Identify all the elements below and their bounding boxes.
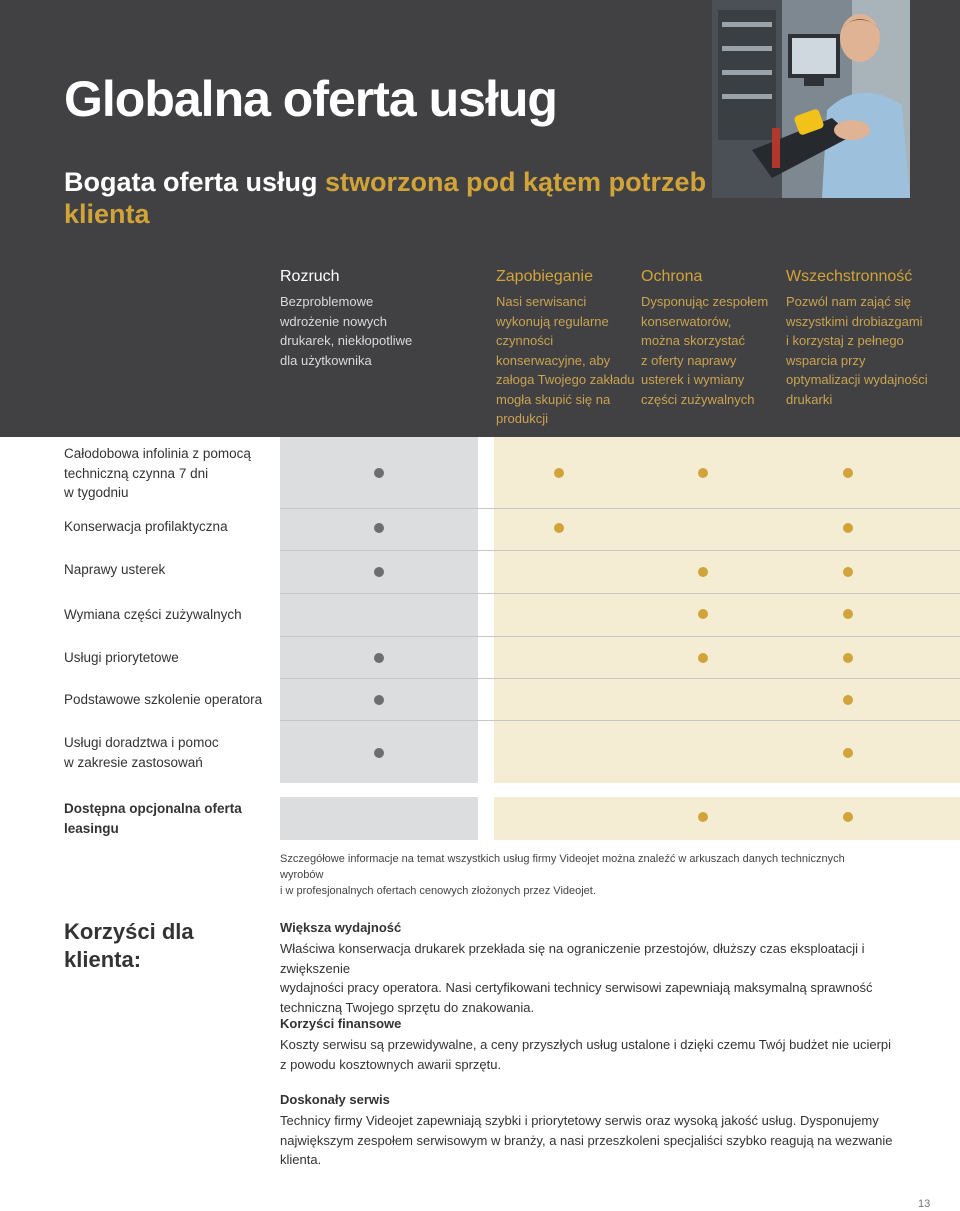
rozruch-band-leasing	[280, 797, 478, 840]
availability-dot	[374, 523, 384, 533]
subtitle-accent: stworzona pod kątem potrzeb klienta	[64, 167, 707, 229]
benefit-item	[280, 919, 910, 1017]
availability-dot	[554, 468, 564, 478]
column-zapobieganie	[496, 268, 636, 429]
availability-dot	[698, 567, 708, 577]
column-heading: Ochrona	[641, 268, 703, 285]
page-title: Globalna oferta usług	[64, 71, 557, 127]
availability-dot	[843, 567, 853, 577]
benefit-text: Technicy firmy Videojet zapewniają szybki i priorytetowy serwis oraz wysoką jakość usług. Dysponujemy największym zespołem serwisowym w branży, a nasi przeszkoleni specjaliści szybko reagują na wezwanie klienta.	[280, 1113, 893, 1167]
subtitle-plain: Bogata oferta usług	[64, 167, 326, 197]
column-description: Dysponując zespołem konserwatorów, można skorzystać z oferty naprawy usterek i wymiany części zużywalnych	[641, 294, 769, 407]
column-heading: Zapobieganie	[496, 268, 593, 285]
table-row-label: Wymiana części zużywalnych	[64, 607, 242, 622]
table-row-label: Usługi priorytetowe	[64, 650, 179, 665]
table-row-label: Dostępna opcjonalna oferta leasingu	[64, 801, 242, 836]
column-heading: Rozruch	[280, 268, 340, 285]
availability-dot	[698, 468, 708, 478]
availability-dot	[843, 695, 853, 705]
table-row-label: Naprawy usterek	[64, 562, 166, 577]
row-divider	[280, 508, 960, 509]
availability-dot	[374, 748, 384, 758]
column-ochrona	[641, 268, 781, 409]
table-row-label: Usługi doradztwa i pomoc w zakresie zastosowań	[64, 735, 219, 770]
availability-dot	[698, 609, 708, 619]
benefit-item	[280, 1015, 910, 1074]
column-description: Nasi serwisanci wykonują regularne czynności konserwacyjne, aby załoga Twojego zakładu mogła skupić się na produkcji	[496, 294, 635, 426]
availability-dot	[374, 653, 384, 663]
availability-dot	[843, 468, 853, 478]
column-rozruch	[280, 268, 480, 370]
row-divider	[280, 593, 960, 594]
availability-dot	[843, 523, 853, 533]
availability-dot	[698, 653, 708, 663]
benefit-text: Właściwa konserwacja drukarek przekłada się na ograniczenie przestojów, dłuższy czas eksploatacji i zwiększenie wydajności pracy operatora. Nasi certyfikowani technicy serwisowi zapewniają maksymalną sprawność techniczną Twojego sprzętu do znakowania.	[280, 941, 873, 1015]
row-divider	[280, 720, 960, 721]
availability-dot	[374, 695, 384, 705]
availability-dot	[698, 812, 708, 822]
page-subtitle	[64, 166, 724, 230]
benefit-heading: Większa wydajność	[280, 920, 402, 935]
column-description: Pozwól nam zająć się wszystkimi drobiazgami i korzystaj z pełnego wsparcia przy optymalizacji wydajności drukarki	[786, 294, 928, 407]
row-divider	[280, 550, 960, 551]
benefit-heading: Doskonały serwis	[280, 1092, 390, 1107]
column-heading: Wszechstronność	[786, 268, 913, 285]
column-description: Bezproblemowe wdrożenie nowych drukarek, niekłopotliwe dla użytkownika	[280, 294, 413, 368]
table-row-label: Konserwacja profilaktyczna	[64, 519, 228, 534]
table-row-label: Podstawowe szkolenie operatora	[64, 692, 263, 707]
availability-dot	[843, 653, 853, 663]
footnote: Szczegółowe informacje na temat wszystkich usług firmy Videojet można znaleźć w arkuszach danych technicznych wyrobów i w profesjonalnych ofertach cenowych złożonych przez Videojet.	[280, 853, 845, 897]
benefit-item	[280, 1091, 910, 1170]
availability-dot	[843, 812, 853, 822]
page-number: 13	[918, 1198, 931, 1210]
availability-dot	[374, 468, 384, 478]
availability-dot	[843, 748, 853, 758]
benefit-heading: Korzyści finansowe	[280, 1016, 402, 1031]
premium-band-leasing	[494, 797, 960, 840]
availability-dot	[554, 523, 564, 533]
table-row-label: Całodobowa infolinia z pomocą techniczną czynna 7 dni w tygodniu	[64, 446, 251, 500]
availability-dot	[374, 567, 384, 577]
row-divider	[280, 678, 960, 679]
benefit-text: Koszty serwisu są przewidywalne, a ceny przyszłych usług ustalone i dzięki czemu Twój budżet nie ucierpi z powodu kosztownych awarii sprzętu.	[280, 1037, 892, 1072]
technician-photo	[712, 0, 910, 198]
column-wszechstronnosc	[786, 268, 956, 409]
benefits-title: Korzyści dla klienta:	[64, 919, 194, 972]
rozruch-band	[280, 437, 478, 783]
premium-band	[494, 437, 960, 783]
row-divider	[280, 636, 960, 637]
availability-dot	[843, 609, 853, 619]
